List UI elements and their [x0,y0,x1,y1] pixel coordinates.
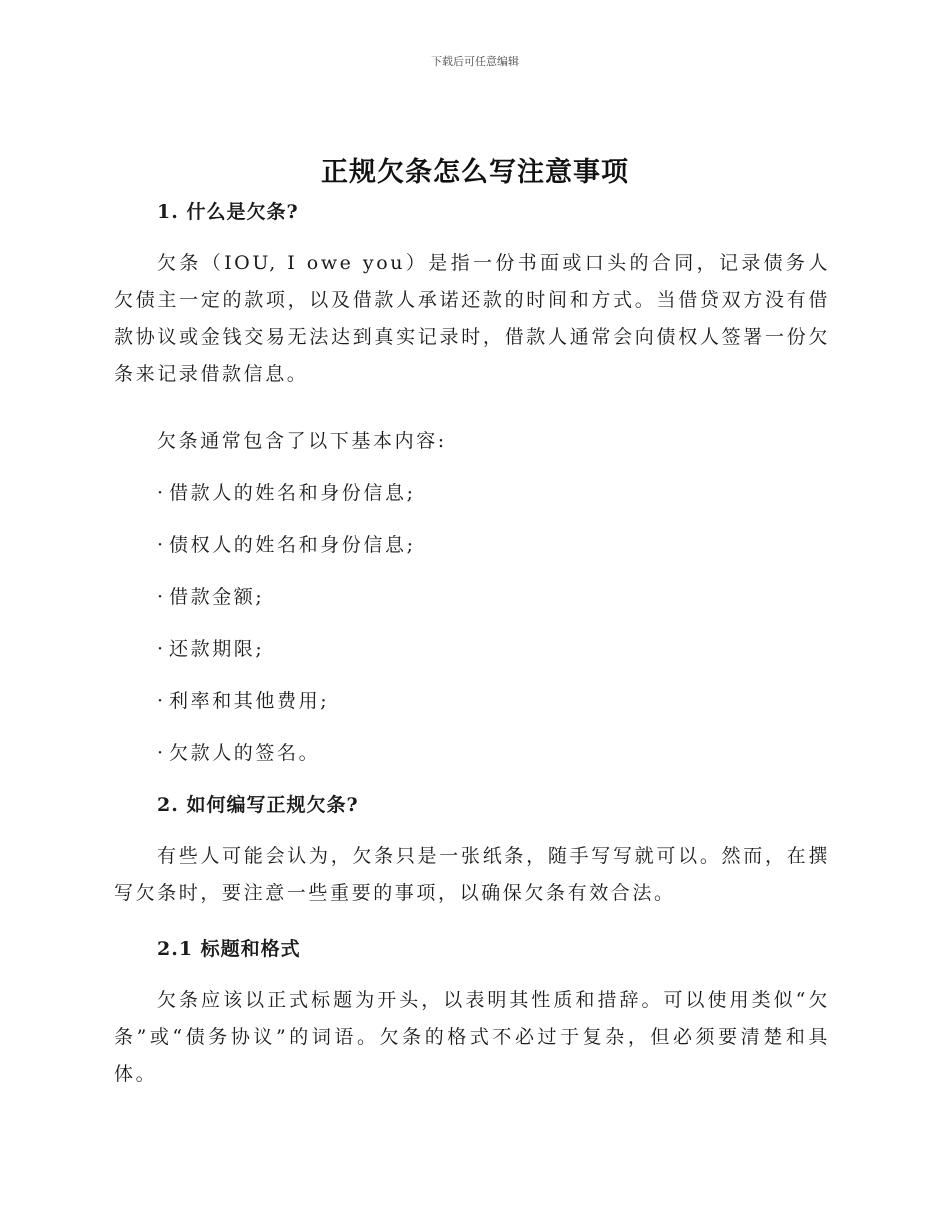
bullet-dot: · [157,742,166,764]
list-item-text: 借款金额; [169,586,265,608]
list-item-text: 债权人的姓名和身份信息; [169,534,416,556]
list-item [157,584,264,610]
list-item [157,636,264,662]
bullet-dot: · [157,534,166,556]
bullet-dot: · [157,690,166,712]
list-item [157,688,329,714]
section-2-heading: 2. 如何编写正规欠条? [157,794,359,816]
section-2-1-paragraph-1: 欠条应该以正式标题为开头，以表明其性质和措辞。可以使用类似“欠条”或“债务协议”的词语。欠条的格式不必过于复杂，但必须要清楚和具体。 [114,989,830,1085]
bullet-dot: · [157,482,166,504]
bullet-dot: · [157,586,166,608]
section-2-1-heading: 2.1 标题和格式 [157,938,301,960]
section-2-paragraph-1: 有些人可能会认为，欠条只是一张纸条，随手写写就可以。然而，在撰写欠条时，要注意一些重要的事项，以确保欠条有效合法。 [114,845,830,904]
list-item-text: 欠款人的签名。 [169,742,321,764]
list-item [157,740,320,766]
list-item [157,480,416,506]
list-item-text: 利率和其他费用; [169,690,330,712]
section-1-paragraph-1: 欠条（IOU, I owe you）是指一份书面或口头的合同，记录债务人欠债主一定的款项，以及借款人承诺还款的时间和方式。当借贷双方没有借款协议或金钱交易无法达到真实记录时，借款人通常会向债权人签署一份欠条来记录借款信息。 [114,252,830,385]
list-item [157,532,416,558]
list-item-text: 还款期限; [169,638,265,660]
section-1-paragraph-2: 欠条通常包含了以下基本内容: [157,430,447,452]
section-1-heading: 1. 什么是欠条? [157,201,299,223]
header-note: 下载后可任意编辑 [431,55,519,68]
list-item-text: 借款人的姓名和身份信息; [169,482,416,504]
bullet-dot: · [157,638,166,660]
document-title: 正规欠条怎么写注意事项 [321,157,629,188]
